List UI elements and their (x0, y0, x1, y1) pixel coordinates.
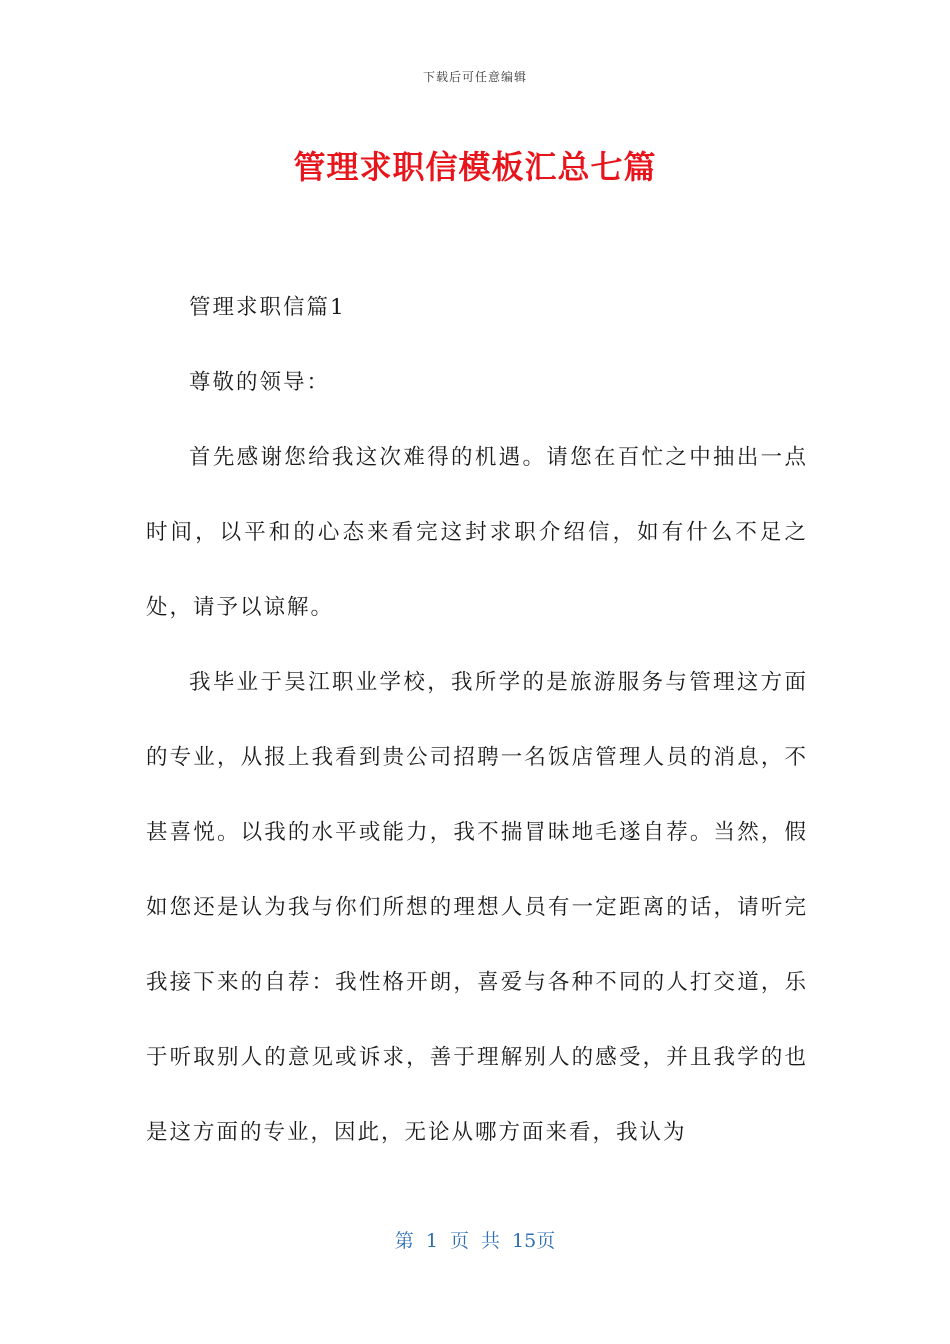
section-heading: 管理求职信篇1 (189, 295, 346, 320)
header-note: 下载后可任意编辑 (422, 70, 527, 84)
page-number: 第 1 页 共 15页 (394, 1230, 556, 1252)
document-title: 管理求职信模板汇总七篇 (293, 148, 657, 186)
body-paragraph: 首先感谢您给我这次难得的机遇。请您在百忙之中抽出一点时间，以平和的心态来看完这封求职介绍信，如有什么不足之处，请予以谅解。 (146, 445, 808, 620)
salutation: 尊敬的领导： (189, 370, 331, 395)
document-body (146, 270, 808, 1170)
body-paragraph: 我毕业于吴江职业学校，我所学的是旅游服务与管理这方面的专业，从报上我看到贵公司招聘一名饭店管理人员的消息，不甚喜悦。以我的水平或能力，我不揣冒昧地毛遂自荐。当然，假如您还是认为我与你们所想的理想人员有一定距离的话，请听完我接下来的自荐：我性格开朗，喜爱与各种不同的人打交道，乐于听取别人的意见或诉求，善于理解别人的感受，并且我学的也是这方面的专业，因此，无论从哪方面来看，我认为 (146, 670, 808, 1145)
